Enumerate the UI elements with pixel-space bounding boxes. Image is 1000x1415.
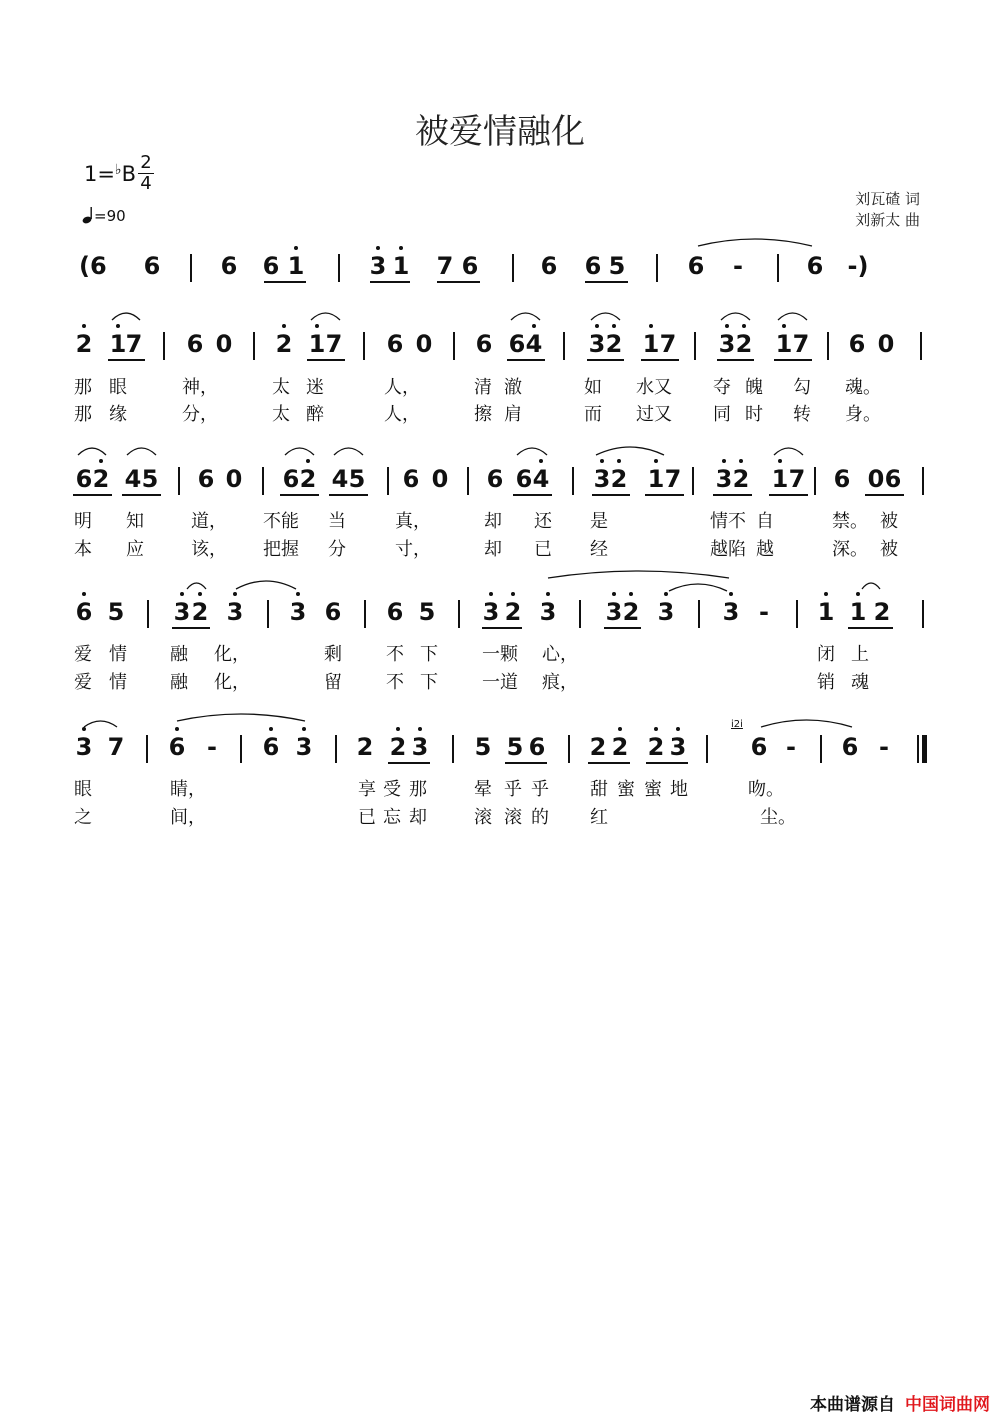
note: 2 <box>189 598 211 626</box>
lyric: 下 <box>420 672 438 693</box>
note: 3 <box>293 733 315 761</box>
note: 6 <box>806 252 824 280</box>
slur <box>311 313 340 320</box>
note: 6 <box>262 252 280 280</box>
flat-sign: ♭ <box>114 162 122 178</box>
lyric: 眼 <box>74 779 92 800</box>
note: 2 <box>73 330 95 358</box>
note: 0 <box>867 465 885 493</box>
grace-notes: i2i <box>731 719 743 730</box>
note: 6 <box>260 733 282 761</box>
lyric: 清 <box>474 377 492 398</box>
lyric: 魂。 <box>845 377 881 398</box>
lyric: 被 <box>880 539 898 560</box>
note: 4 <box>331 465 349 493</box>
note: 3 <box>171 598 193 626</box>
note: 5 <box>474 733 492 761</box>
note: 6 <box>143 252 161 280</box>
note: 1 <box>769 465 791 493</box>
note: 3 <box>655 598 677 626</box>
note: 1 <box>645 465 667 493</box>
note: -) <box>847 252 869 280</box>
note: 5 <box>141 465 159 493</box>
lyric: 身。 <box>845 404 881 425</box>
note: 0 <box>415 330 433 358</box>
lyric: 分 <box>328 539 346 560</box>
note: 6 <box>386 330 404 358</box>
lyric: 晕 <box>474 779 492 800</box>
lyric: 销 <box>817 672 835 693</box>
note: 6 <box>282 465 300 493</box>
lyric: 太 <box>272 377 290 398</box>
note: 3 <box>480 598 502 626</box>
lyric: 醉 <box>306 404 324 425</box>
note: 6 <box>220 252 238 280</box>
note: - <box>759 598 769 626</box>
lyric: 本 <box>74 539 92 560</box>
note: 6 <box>166 733 188 761</box>
slur <box>285 448 314 455</box>
note: 2 <box>620 598 642 626</box>
lyric: 是 <box>590 511 608 532</box>
note: - <box>786 733 796 761</box>
lyric: 睛， <box>170 779 206 800</box>
lyric: 把握 <box>263 539 299 560</box>
note: 2 <box>733 330 755 358</box>
lyric: 下 <box>420 644 438 665</box>
note: 6 <box>324 598 342 626</box>
note: 1 <box>285 252 307 280</box>
lyric: 而 <box>584 404 602 425</box>
lyric: 甜 <box>590 779 608 800</box>
lyric: 澈 <box>504 377 522 398</box>
slur <box>591 313 620 320</box>
lyric: 越 <box>756 539 774 560</box>
note: 5 <box>418 598 436 626</box>
slur <box>778 313 807 320</box>
note: 1 <box>390 252 412 280</box>
lyric: 受 <box>383 779 401 800</box>
lyric: 化， <box>214 672 250 693</box>
note: 6 <box>687 252 705 280</box>
note: 2 <box>589 733 607 761</box>
slur <box>84 721 117 727</box>
note: 6 <box>75 465 93 493</box>
lyric: 间， <box>170 807 206 828</box>
lyric: 之 <box>74 807 92 828</box>
note: 6 <box>884 465 902 493</box>
lyric: 自 <box>756 511 774 532</box>
note: 3 <box>73 733 95 761</box>
slur <box>721 313 750 320</box>
lyric: 留 <box>324 672 342 693</box>
lyric: 那 <box>74 377 92 398</box>
lyric: 人， <box>384 377 420 398</box>
note: 5 <box>348 465 366 493</box>
note: 3 <box>409 733 431 761</box>
note: 6 <box>186 330 204 358</box>
lyric: 过又 <box>636 404 672 425</box>
note: 1 <box>640 330 662 358</box>
note: 2 <box>609 733 631 761</box>
footer-credit <box>810 1390 990 1415</box>
slur <box>698 239 812 246</box>
note: 7 <box>788 465 806 493</box>
lyric: 禁。 <box>832 511 868 532</box>
key-label: 1= <box>84 162 115 186</box>
lyric: 同 <box>713 404 731 425</box>
lyric: 忘 <box>383 807 401 828</box>
note: 7 <box>792 330 810 358</box>
slur <box>761 720 852 727</box>
note: 6 <box>540 252 558 280</box>
lyric: 不能 <box>263 511 299 532</box>
lyric: 道， <box>191 511 227 532</box>
note: 3 <box>586 330 608 358</box>
note: 3 <box>716 330 738 358</box>
lyric: 深。 <box>832 539 868 560</box>
lyric: 应 <box>126 539 144 560</box>
slur <box>127 448 156 455</box>
note: 6 <box>475 330 493 358</box>
lyric: 不 <box>386 644 404 665</box>
lyric: 那 <box>409 779 427 800</box>
lyric: 化， <box>214 644 250 665</box>
note: 1 <box>815 598 837 626</box>
note: 5 <box>608 252 626 280</box>
note: 7 <box>325 330 343 358</box>
lyric: 乎 <box>504 779 522 800</box>
note: 3 <box>367 252 389 280</box>
lyric: 情不 <box>710 511 746 532</box>
note: 6 <box>508 330 526 358</box>
note: 6 <box>486 465 504 493</box>
lyric: 人， <box>384 404 420 425</box>
lyric: 吻。 <box>748 779 784 800</box>
lyric: 红 <box>590 807 608 828</box>
note: 4 <box>124 465 142 493</box>
note: 0 <box>431 465 449 493</box>
lyric: 眼 <box>109 377 127 398</box>
lyric: 乎 <box>531 779 549 800</box>
slur <box>112 313 140 320</box>
slur <box>774 448 803 455</box>
slur <box>78 448 106 455</box>
slur <box>669 584 727 591</box>
lyric: 闭 <box>817 644 835 665</box>
note: 3 <box>720 598 742 626</box>
note: - <box>879 733 889 761</box>
note: 6 <box>402 465 420 493</box>
key-note: B <box>121 162 136 186</box>
note: 2 <box>730 465 752 493</box>
slur <box>511 313 540 320</box>
lyric: 水又 <box>636 377 672 398</box>
note: 0 <box>225 465 243 493</box>
lyric: 知 <box>126 511 144 532</box>
lyric: 夺 <box>713 377 731 398</box>
slur <box>548 571 729 578</box>
lyric: 时 <box>745 404 763 425</box>
lyric: 享 <box>358 779 376 800</box>
lyric: 爱 <box>74 672 92 693</box>
footer-source: 本曲谱源自 <box>810 1395 895 1415</box>
note: 2 <box>502 598 524 626</box>
lyric: 如 <box>584 377 602 398</box>
note: 6 <box>750 733 768 761</box>
lyric: 真， <box>395 511 431 532</box>
note: 2 <box>387 733 409 761</box>
lyric: 经 <box>590 539 608 560</box>
note: 6 <box>386 598 404 626</box>
lyric: 蜜 <box>617 779 635 800</box>
lyric: 爱 <box>74 644 92 665</box>
lyric: 情 <box>109 644 127 665</box>
note: 3 <box>537 598 559 626</box>
lyric: 当 <box>328 511 346 532</box>
time-sig-bottom: 4 <box>140 173 152 194</box>
note: 0 <box>215 330 233 358</box>
lyric: 魂 <box>851 672 869 693</box>
lyric: 不 <box>386 672 404 693</box>
note: 1 <box>773 330 795 358</box>
slur <box>177 714 305 721</box>
note: 2 <box>356 733 374 761</box>
note: 2 <box>873 598 891 626</box>
slur <box>596 447 664 455</box>
lyric: 迷 <box>306 377 324 398</box>
note: - <box>733 252 743 280</box>
note: 3 <box>591 465 613 493</box>
lyric: 情 <box>109 672 127 693</box>
lyric: 被 <box>880 511 898 532</box>
note: 3 <box>603 598 625 626</box>
page-title: 被爱情融化 <box>415 112 585 152</box>
note: 7 <box>436 252 454 280</box>
lyric: 滚 <box>474 807 492 828</box>
note: 6 <box>848 330 866 358</box>
note: 1 <box>107 330 129 358</box>
composer-credit: 刘新太 曲 <box>855 211 920 229</box>
lyric: 转 <box>793 404 811 425</box>
lyric: 上 <box>851 644 869 665</box>
note: 7 <box>664 465 682 493</box>
slur <box>187 583 206 589</box>
note: 7 <box>107 733 125 761</box>
note: 6 <box>833 465 851 493</box>
lyric: 神， <box>182 377 218 398</box>
note: 2 <box>297 465 319 493</box>
lyricist-credit: 刘瓦碴 词 <box>855 190 920 208</box>
lyric: 的 <box>531 807 549 828</box>
note: 4 <box>523 330 545 358</box>
lyric: 剩 <box>324 644 342 665</box>
lyric: 还 <box>534 511 552 532</box>
note: 2 <box>603 330 625 358</box>
note: 4 <box>530 465 552 493</box>
lyric: 勾 <box>793 377 811 398</box>
note: 3 <box>667 733 689 761</box>
note: 5 <box>506 733 524 761</box>
lyric: 滚 <box>504 807 522 828</box>
slur <box>862 583 880 589</box>
note: 3 <box>287 598 309 626</box>
note: 6 <box>73 598 95 626</box>
lyric: 融 <box>170 672 188 693</box>
lyric: 擦 <box>474 404 492 425</box>
lyric: 却 <box>409 807 427 828</box>
lyric: 寸， <box>395 539 431 560</box>
note: 6 <box>841 733 859 761</box>
note: 1 <box>847 598 869 626</box>
note: 2 <box>273 330 295 358</box>
lyric: 却 <box>484 539 502 560</box>
lyric: 融 <box>170 644 188 665</box>
note: 2 <box>645 733 667 761</box>
lyric: 缘 <box>109 404 127 425</box>
note: 1 <box>306 330 328 358</box>
lyric: 明 <box>74 511 92 532</box>
note: 7 <box>659 330 677 358</box>
lyric: 魄 <box>745 377 763 398</box>
lyric: 太 <box>272 404 290 425</box>
note: 0 <box>877 330 895 358</box>
lyric: 肩 <box>504 404 522 425</box>
lyric: 已 <box>534 539 552 560</box>
note: 3 <box>224 598 246 626</box>
note: 2 <box>90 465 112 493</box>
slur <box>517 448 547 455</box>
slur <box>334 448 363 455</box>
note: 6 <box>515 465 533 493</box>
lyric: 尘。 <box>760 807 796 828</box>
lyric: 分， <box>182 404 218 425</box>
note: (6 <box>79 252 107 280</box>
lyric: 心， <box>542 644 578 665</box>
lyric: 地 <box>670 779 688 800</box>
note: - <box>207 733 217 761</box>
note: 2 <box>608 465 630 493</box>
lyric: 已 <box>358 807 376 828</box>
note: 3 <box>713 465 735 493</box>
lyric: 越陷 <box>710 539 746 560</box>
note: 6 <box>197 465 215 493</box>
lyric: 那 <box>74 404 92 425</box>
note: 7 <box>125 330 143 358</box>
lyric: 蜜 <box>644 779 662 800</box>
note: 6 <box>584 252 602 280</box>
time-sig-top: 2 <box>140 152 152 173</box>
slur <box>236 581 296 589</box>
note: 6 <box>461 252 479 280</box>
note: 6 <box>528 733 546 761</box>
lyric: 一道 <box>482 672 518 693</box>
note: 5 <box>107 598 125 626</box>
lyric: 该， <box>191 539 227 560</box>
lyric: 却 <box>484 511 502 532</box>
footer-site: 中国词曲网 <box>905 1395 990 1415</box>
lyric: 一颗 <box>482 644 518 665</box>
lyric: 痕， <box>542 672 578 693</box>
tempo-value: =90 <box>94 207 126 225</box>
